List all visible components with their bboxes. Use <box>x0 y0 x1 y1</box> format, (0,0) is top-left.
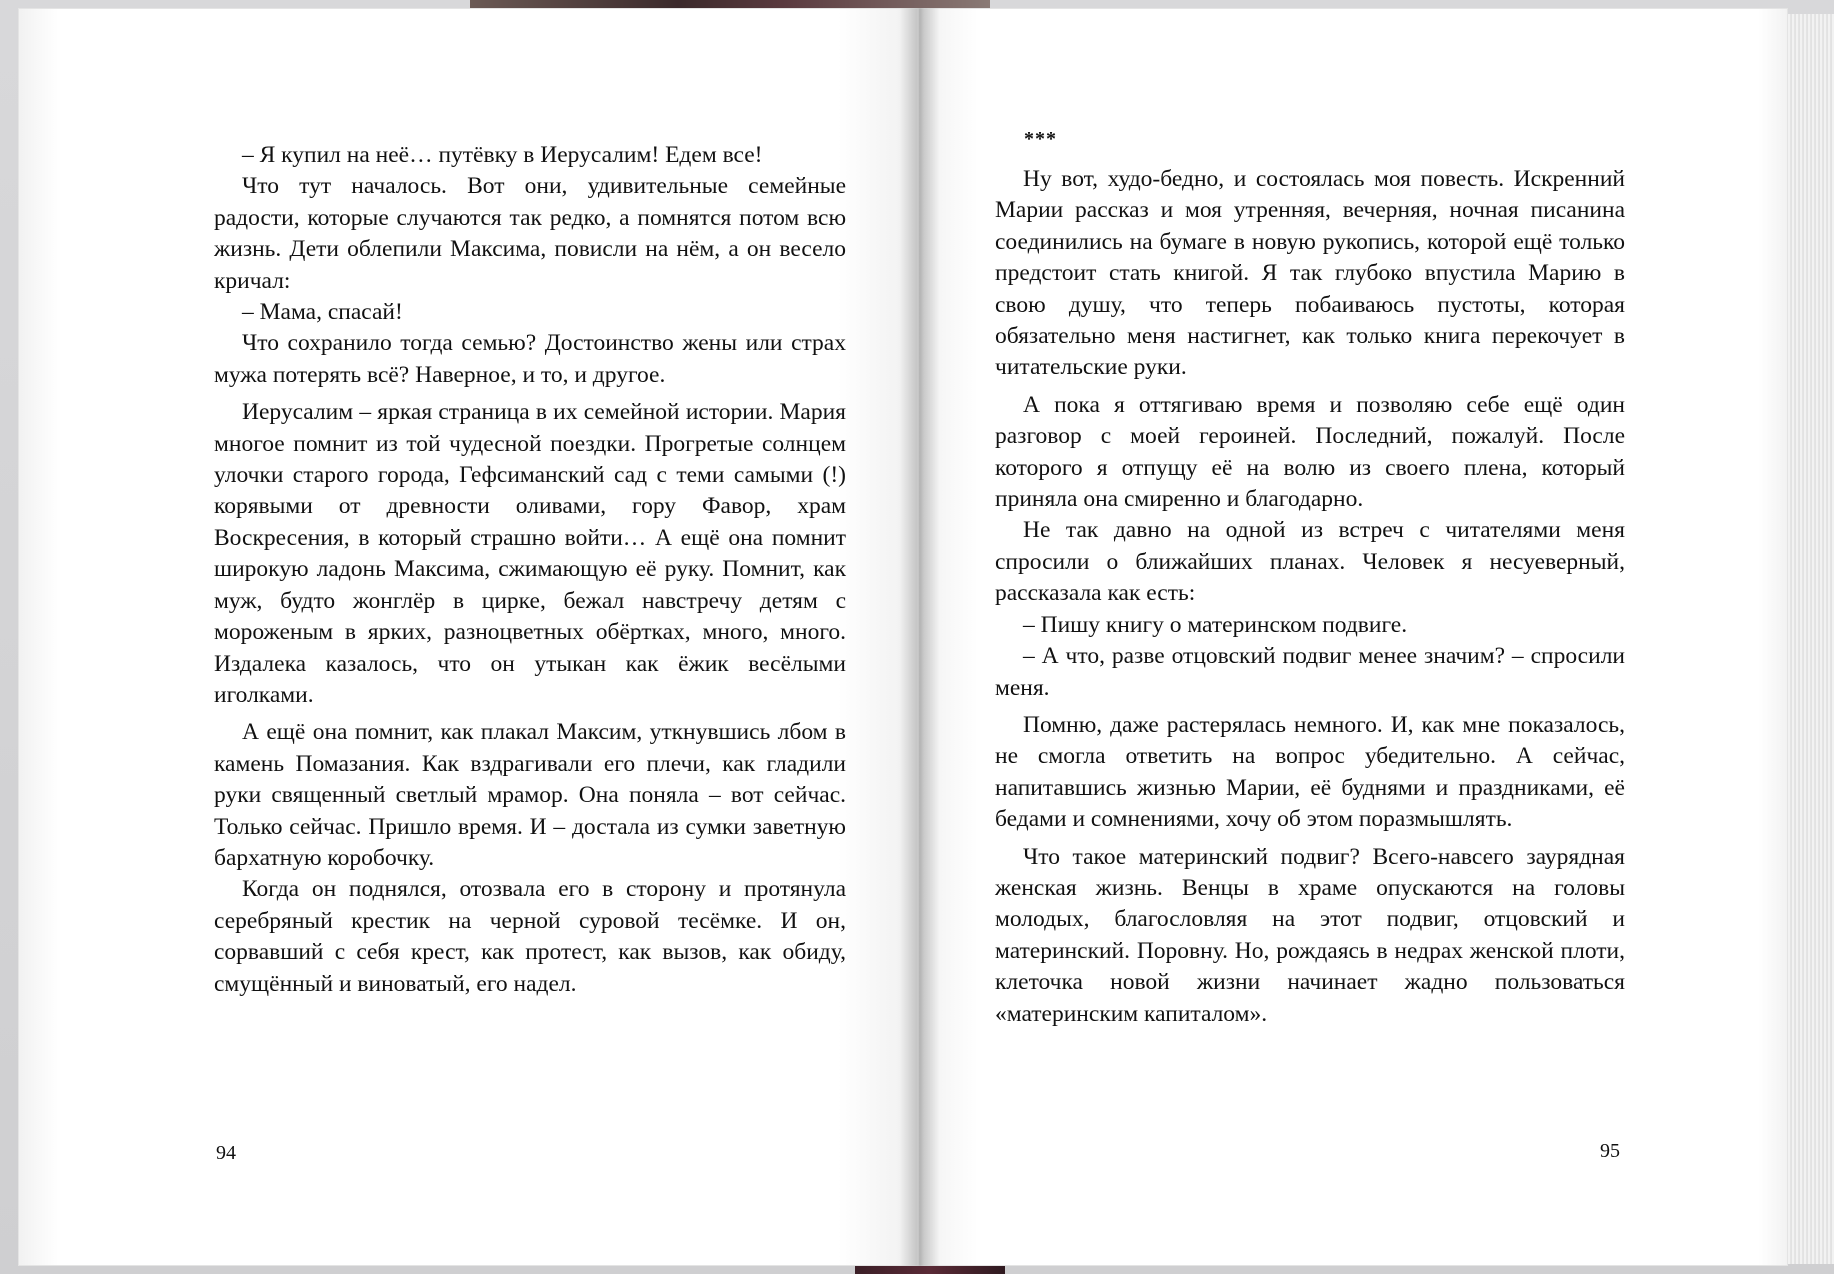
paragraph: А пока я оттягиваю время и позволяю себе ещё один разговор с моей героиней. Последний, пожалуй. После которого я отпущу её на волю из своего плена, который приняла она смиренно и благодарно. <box>995 391 1625 513</box>
paragraph: – А что, разве отцовский подвиг менее значим? – спросили меня. <box>995 643 1625 701</box>
gutter-shadow <box>900 8 940 1266</box>
section-separator: *** <box>1024 128 1057 150</box>
paragraph: Не так давно на одной из встреч с читателями меня спросили о ближайших планах. Человек я несуеверный, рассказала как есть: <box>995 517 1625 607</box>
paragraph: Когда он поднялся, отозвала его в сторону и протянула серебряный крестик на черной суровой тесёмке. И он, сорвавший с себя крест, как протест, как вызов, как обиду, смущённый и виноватый, его надел. <box>214 876 846 997</box>
left-page-text <box>214 140 846 1000</box>
paragraph: Иерусалим – яркая страница в их семейной истории. Мария многое помнит из той чудесной поездки. Прогретые солнцем улочки старого города, Гефсиманский сад с теми самыми (!) корявыми от древности оливами, гору Фавор, храм Воскресения, в который страшно войти… А ещё она помнит широкую ладонь Максима, сжимающую её руку. Помнит, как муж, будто жонглёр в цирке, бежал навстречу детям с мороженым в ярких, разноцветных обёртках, много, много. Издалека казалось, что он утыкан как ёжик весёлыми иголками. <box>214 399 846 708</box>
paragraph: Что сохранило тогда семью? Достоинство жены или страх мужа потерять всё? Наверное, и то, и другое. <box>214 330 846 388</box>
paragraph: – Я купил на неё… путёвку в Иерусалим! Едем все! <box>242 142 763 168</box>
paragraph: Помню, даже растерялась немного. И, как мне показалось, не смогла ответить на вопрос убедительно. А сейчас, напитавшись жизнью Марии, её буднями и праздниками, её бедами и сомнениями, хочу об этом поразмышлять. <box>995 711 1625 833</box>
paragraph: А ещё она помнит, как плакал Максим, уткнувшись лбом в камень Помазания. Как вздрагивали его плечи, как гладили руки священный светлый мрамор. Она поняла – вот сейчас. Только сейчас. Пришло время. И – достала из сумки заветную бархатную коробочку. <box>214 719 846 871</box>
paragraph: – Пишу книгу о материнском подвиге. <box>1023 611 1408 638</box>
right-page-text <box>995 140 1625 1030</box>
page-edges <box>1788 14 1834 1264</box>
paragraph: Ну вот, худо-бедно, и состоялась моя повесть. Искренний Марии рассказ и моя утренняя, вечерняя, ночная писанина соединились на бумаге в новую рукопись, которой ещё только предстоит стать книгой. Я так глубоко впустила Марию в свою душу, что теперь побаиваюсь пустоты, которая обязательно меня настигнет, как только книга перекочует в читательские руки. <box>995 166 1625 381</box>
page-number-right: 95 <box>1600 1140 1620 1162</box>
paragraph: – Мама, спасай! <box>242 299 403 326</box>
paragraph: Что тут началось. Вот они, удивительные семейные радости, которые случаются так редко, а помнятся потом всю жизнь. Дети облепили Максима, повисли на нём, а он весело кричал: <box>214 173 846 294</box>
page-number-left: 94 <box>216 1142 236 1164</box>
paragraph: Что такое материнский подвиг? Всего-навсего заурядная женская жизнь. Венцы в храме опускаются на головы молодых, благословляя на этот подвиг, отцовский и материнский. Поровну. Но, рождаясь в недрах женской плоти, клеточка новой жизни начинает жадно пользоваться «материнским капиталом». <box>995 843 1625 1027</box>
